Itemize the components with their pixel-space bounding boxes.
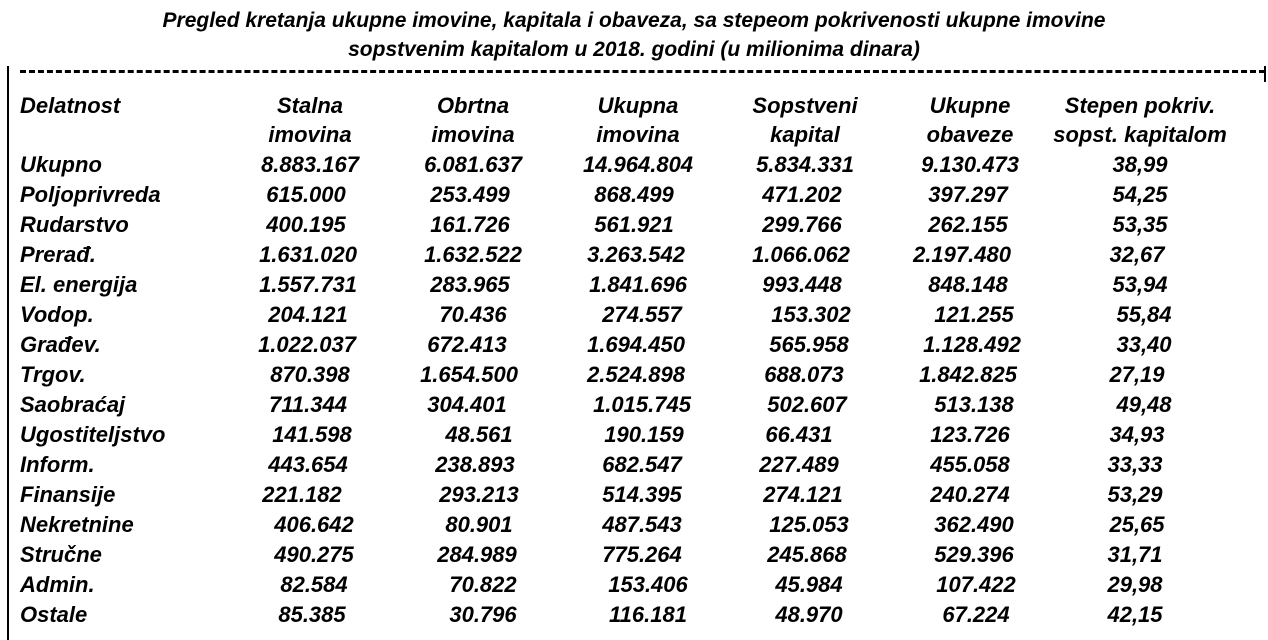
right-border [1264, 66, 1266, 82]
table-cell: 672.413 [427, 332, 507, 357]
column-header-line-2: imovina [431, 122, 515, 147]
column-header [20, 91, 120, 120]
column-header-line-1: Stalna [276, 93, 344, 118]
table-cell: 6.081.637 [424, 152, 522, 177]
table-cell: 245.868 [767, 542, 847, 567]
row-label: El. energija [20, 272, 138, 297]
table-cell: 123.726 [930, 422, 1010, 447]
table-cell: 80.901 [445, 512, 513, 537]
column-header-line-1: Delatnost [20, 93, 121, 118]
table-cell: 561.921 [594, 212, 674, 237]
table-cell: 262.155 [928, 212, 1008, 237]
row-label: Prerađ. [20, 242, 96, 267]
table-cell: 1.632.522 [424, 242, 522, 267]
table-cell: 529.396 [934, 542, 1014, 567]
table-cell: 38,99 [1112, 152, 1168, 177]
table-cell: 227.489 [759, 452, 839, 477]
table-cell: 1.841.696 [589, 272, 687, 297]
column-header-line-1: Sopstveni [752, 93, 858, 118]
table-cell: 141.598 [272, 422, 352, 447]
table-cell: 45.984 [775, 572, 843, 597]
table-cell: 240.274 [930, 482, 1010, 507]
table-cell: 1.022.037 [258, 332, 356, 357]
table-title-line-2: sopstvenim kapitalom u 2018. godini (u milionima dinara) [348, 38, 920, 61]
table-cell: 190.159 [604, 422, 684, 447]
table-cell: 121.255 [934, 302, 1014, 327]
column-header-line-2: kapital [770, 122, 840, 147]
table-cell: 161.726 [430, 212, 510, 237]
table-cell: 54,25 [1112, 182, 1168, 207]
table-cell: 221.182 [262, 482, 342, 507]
table-cell: 283.965 [430, 272, 510, 297]
table-cell: 514.395 [602, 482, 682, 507]
left-border [7, 66, 9, 640]
table-cell: 513.138 [934, 392, 1014, 417]
table-cell: 48.561 [445, 422, 513, 447]
table-cell: 1.631.020 [259, 242, 357, 267]
table-cell: 443.654 [268, 452, 348, 477]
table-cell: 284.989 [437, 542, 517, 567]
table-cell: 25,65 [1109, 512, 1165, 537]
table-cell: 125.053 [769, 512, 849, 537]
row-label: Finansije [20, 482, 116, 507]
table-cell: 1.015.745 [593, 392, 691, 417]
table-cell: 29,98 [1107, 572, 1163, 597]
table-cell: 397.297 [928, 182, 1008, 207]
table-cell: 299.766 [762, 212, 842, 237]
table-cell: 34,93 [1109, 422, 1165, 447]
row-label: Saobraćaj [20, 392, 126, 417]
table-cell: 775.264 [602, 542, 682, 567]
table-cell: 682.547 [602, 452, 682, 477]
table-cell: 8.883.167 [261, 152, 359, 177]
table-cell: 67.224 [942, 602, 1010, 627]
table-cell: 253.499 [430, 182, 510, 207]
table-cell: 33,40 [1116, 332, 1172, 357]
table-cell: 1.694.450 [587, 332, 685, 357]
table-cell: 1.654.500 [420, 362, 518, 387]
table-cell: 9.130.473 [921, 152, 1019, 177]
table-cell: 14.964.804 [582, 152, 694, 177]
column-header-line-1: Ukupne [929, 93, 1011, 118]
column-header [1040, 91, 1240, 149]
table-cell: 711.344 [269, 392, 347, 417]
table-cell: 1.842.825 [919, 362, 1017, 387]
table-title-line-1: Pregled kretanja ukupne imovine, kapitala i obaveza, sa stepeom pokrivenosti ukupne imovine [162, 9, 1106, 32]
row-label: Inform. [20, 452, 95, 477]
table-cell: 848.148 [928, 272, 1008, 297]
table-cell: 293.213 [439, 482, 519, 507]
table-cell: 82.584 [280, 572, 348, 597]
row-label: Ukupno [20, 152, 102, 177]
table-cell: 304.401 [427, 392, 507, 417]
column-header-line-2: imovina [596, 122, 680, 147]
table-cell: 993.448 [762, 272, 842, 297]
table-cell: 406.642 [274, 512, 354, 537]
table-cell: 870.398 [270, 362, 350, 387]
table-cell: 2.524.898 [587, 362, 685, 387]
table-cell: 31,71 [1107, 542, 1163, 567]
table-cell: 70.822 [449, 572, 517, 597]
table-cell: 1.066.062 [752, 242, 850, 267]
table-cell: 1.128.492 [923, 332, 1021, 357]
table-cell: 27,19 [1109, 362, 1165, 387]
table-cell: 362.490 [934, 512, 1014, 537]
table-cell: 66.431 [765, 422, 833, 447]
table-cell: 107.422 [936, 572, 1016, 597]
row-label: Građev. [20, 332, 101, 357]
table-cell: 53,29 [1107, 482, 1163, 507]
table-cell: 70.436 [439, 302, 507, 327]
table-cell: 688.073 [764, 362, 844, 387]
table-title [0, 6, 1268, 64]
row-label: Ostale [20, 602, 88, 627]
table-cell: 48.970 [775, 602, 843, 627]
table-cell: 5.834.331 [756, 152, 854, 177]
row-label: Ugostiteljstvo [20, 422, 166, 447]
table-cell: 53,35 [1112, 212, 1168, 237]
row-label: Rudarstvo [20, 212, 129, 237]
table-cell: 204.121 [268, 302, 348, 327]
table-cell: 32,67 [1109, 242, 1165, 267]
row-label: Stručne [20, 542, 102, 567]
table-cell: 55,84 [1116, 302, 1172, 327]
table-cell: 116.181 [609, 602, 687, 627]
column-header-line-1: Obrtna [436, 93, 510, 118]
row-label: Trgov. [20, 362, 86, 387]
table-cell: 2.197.480 [913, 242, 1011, 267]
table-cell: 274.557 [602, 302, 682, 327]
column-header-line-2: obaveze [926, 122, 1014, 147]
table-cell: 615.000 [266, 182, 346, 207]
table-cell: 400.195 [266, 212, 346, 237]
table-cell: 565.958 [769, 332, 849, 357]
table-cell: 471.202 [762, 182, 842, 207]
table-cell: 42,15 [1107, 602, 1163, 627]
table-cell: 490.275 [274, 542, 354, 567]
row-label: Nekretnine [20, 512, 134, 537]
table-cell: 49,48 [1116, 392, 1172, 417]
table-cell: 3.263.542 [587, 242, 685, 267]
table-cell: 30.796 [449, 602, 517, 627]
row-label: Vodop. [20, 302, 94, 327]
row-label: Poljoprivreda [20, 182, 161, 207]
row-label: Admin. [20, 572, 95, 597]
table-cell: 487.543 [602, 512, 682, 537]
column-header-line-1: Stepen pokriv. [1064, 93, 1216, 118]
table-cell: 455.058 [930, 452, 1010, 477]
dashed-separator [20, 70, 1265, 73]
column-header-line-1: Ukupna [597, 93, 679, 118]
table-cell: 502.607 [767, 392, 847, 417]
table-cell: 53,94 [1112, 272, 1168, 297]
table-cell: 868.499 [594, 182, 674, 207]
table-cell: 274.121 [763, 482, 843, 507]
table-cell: 153.406 [608, 572, 688, 597]
table-cell: 33,33 [1107, 452, 1163, 477]
column-header-line-2: sopst. kapitalom [1053, 122, 1227, 147]
table-cell: 153.302 [771, 302, 851, 327]
table-cell: 238.893 [435, 452, 515, 477]
table-cell: 85.385 [278, 602, 346, 627]
table-cell: 1.557.731 [259, 272, 357, 297]
column-header-line-2: imovina [268, 122, 352, 147]
